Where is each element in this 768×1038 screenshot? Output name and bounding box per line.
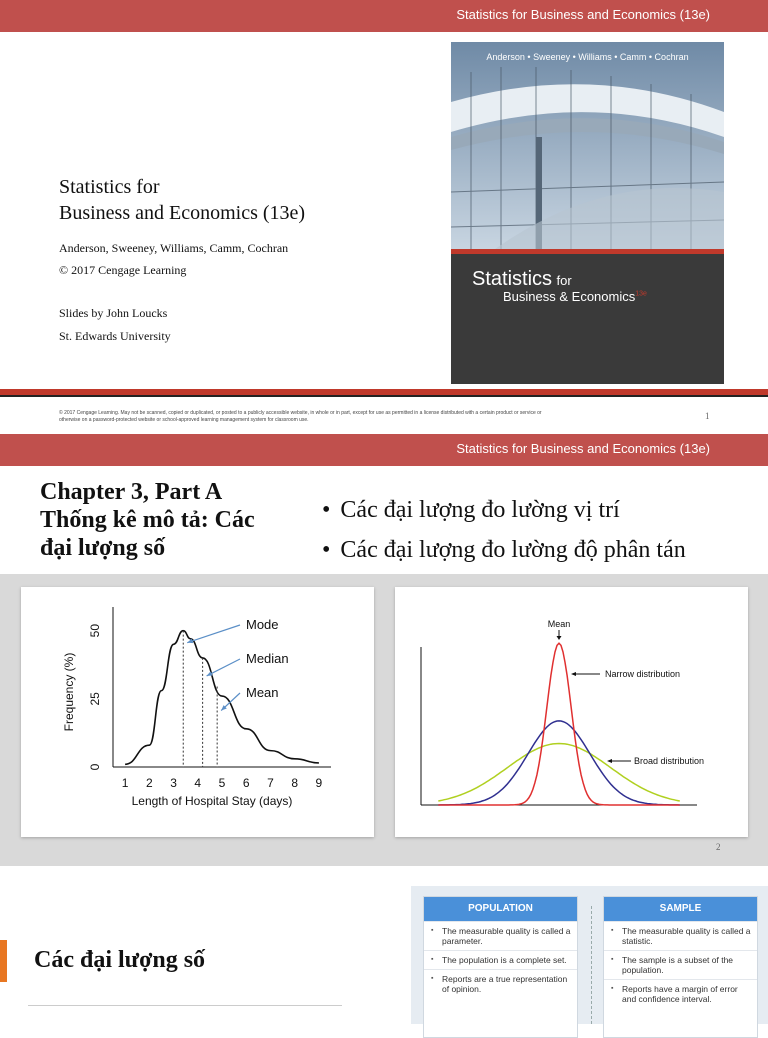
x-tick-label: 1: [121, 776, 129, 790]
slide1-title: [59, 174, 305, 226]
slide2-header-title: Statistics for Business and Economics (13e): [456, 441, 710, 456]
population-heading: POPULATION: [424, 897, 577, 921]
hospital-stay-chart: [21, 587, 374, 837]
cover-subtitle: [503, 289, 647, 304]
frequency-curve: [125, 631, 319, 765]
x-tick-label: 5: [218, 776, 226, 790]
broad-pointer-head: [607, 759, 612, 763]
population-row-3: ▪ Reports are a true representation of opinion.: [424, 969, 577, 998]
cover-authors: Anderson • Sweeney • Williams • Camm • Cochran: [486, 52, 689, 62]
sample-row-1: ▪ The measurable quality is called a statistic.: [604, 921, 757, 950]
cover-title-statistics: Statistics: [472, 268, 553, 290]
slide2-bullet-2: [322, 530, 686, 570]
population-column: [423, 896, 578, 1038]
hospital-stay-chart-card: [21, 587, 374, 837]
x-tick-label: 9: [315, 776, 323, 790]
cover-red-stripe: [451, 249, 724, 254]
slide3-title: Các đại lượng số: [34, 947, 206, 973]
annotation-label: Mode: [246, 617, 279, 632]
slide1-header-bar: [0, 0, 768, 32]
bullet-dot: •: [322, 497, 331, 523]
slide1-header-title: Statistics for Business and Economics (13e): [456, 7, 710, 22]
sample-row-2: ▪ The sample is a subset of the population.: [604, 950, 757, 979]
x-tick-label: 8: [291, 776, 299, 790]
slide3-accent-bar: [0, 940, 7, 982]
cover-title: [472, 268, 572, 291]
slide1-slides-by: Slides by John Loucks: [59, 306, 168, 320]
slide2-title: [40, 478, 255, 562]
x-axis-label: Length of Hospital Stay (days): [131, 794, 293, 808]
sample-row-3: ▪ Reports have a margin of error and confidence interval.: [604, 979, 757, 1008]
broad-label: Broad distribution: [634, 756, 705, 766]
slide1-footer-line1: © 2017 Cengage Learning. May not be scanned, copied or duplicated, or posted to a publicly accessible website, in whole or in part, except for use as permitted in a license distributed with a certain product or service or: [59, 410, 542, 416]
y-tick-label: 25: [88, 692, 102, 706]
annotation-label: Median: [246, 651, 289, 666]
x-tick-label: 6: [242, 776, 250, 790]
population-sample-table: [411, 886, 768, 1024]
slide1-title-line1: Statistics for: [59, 176, 160, 198]
slide1-authors: Anderson, Sweeney, Williams, Camm, Cochran: [59, 241, 289, 255]
narrow-label: Narrow distribution: [605, 669, 681, 679]
slide2-header-bar: [0, 434, 768, 466]
annotation-arrow: [207, 659, 240, 676]
slide2-bullet-list: [322, 490, 686, 570]
slide1-page-number: 1: [705, 411, 710, 421]
cover-subtitle-text: Business & Economics: [503, 289, 636, 304]
distribution-chart-card: [395, 587, 748, 837]
bullet-text: Các đại lượng đo lường vị trí: [340, 497, 620, 523]
slide1-footer-line2: otherwise on a password-protected website or school-approved learning management system for classroom use.: [59, 417, 309, 423]
cover-edition: 13e: [635, 290, 647, 298]
sample-heading: SAMPLE: [604, 897, 757, 921]
y-tick-label: 50: [88, 623, 102, 638]
population-row-1: ▪ The measurable quality is called a parameter.: [424, 921, 577, 950]
slide2-title-line1: Chapter 3, Part A: [40, 479, 223, 505]
x-tick-label: 4: [194, 776, 202, 790]
mean-label: Mean: [547, 619, 571, 629]
bullet-text: Các đại lượng đo lường độ phân tán: [340, 537, 686, 563]
slide2-title-line2: Thống kê mô tả: Các: [40, 507, 255, 533]
mean-arrowhead: [557, 636, 562, 640]
slide1-university: St. Edwards University: [59, 329, 171, 343]
x-tick-label: 7: [267, 776, 274, 790]
distribution-curve: [438, 643, 680, 805]
distribution-chart: [395, 587, 748, 837]
table-column-separator: [591, 906, 592, 1024]
annotation-label: Mean: [246, 685, 279, 700]
slide2-title-line3: đại lượng số: [40, 535, 166, 561]
cover-title-for: for: [556, 273, 572, 288]
population-row-2: ▪ The population is a complete set.: [424, 950, 577, 969]
slide1-title-line2: Business and Economics (13e): [59, 202, 306, 224]
slide3-divider: [28, 1005, 342, 1006]
slide2-page-number: 2: [716, 842, 721, 852]
slide1-copyright: © 2017 Cengage Learning: [59, 263, 187, 277]
distribution-curve: [438, 744, 680, 802]
book-cover: [451, 42, 724, 384]
bullet-dot: •: [322, 537, 331, 563]
slide1-footer-legal: [59, 410, 679, 424]
x-tick-label: 2: [145, 776, 153, 790]
slide2-bullet-1: [322, 490, 686, 530]
y-axis-label: Frequency (%): [62, 652, 76, 732]
annotation-arrow: [187, 625, 240, 643]
cover-architecture-image: [451, 42, 724, 252]
slide1-bottom-dark-rule: [0, 395, 768, 397]
narrow-pointer-head: [571, 672, 576, 676]
sample-column: [603, 896, 758, 1038]
y-tick-label: 0: [88, 763, 102, 771]
x-tick-label: 3: [170, 776, 177, 790]
